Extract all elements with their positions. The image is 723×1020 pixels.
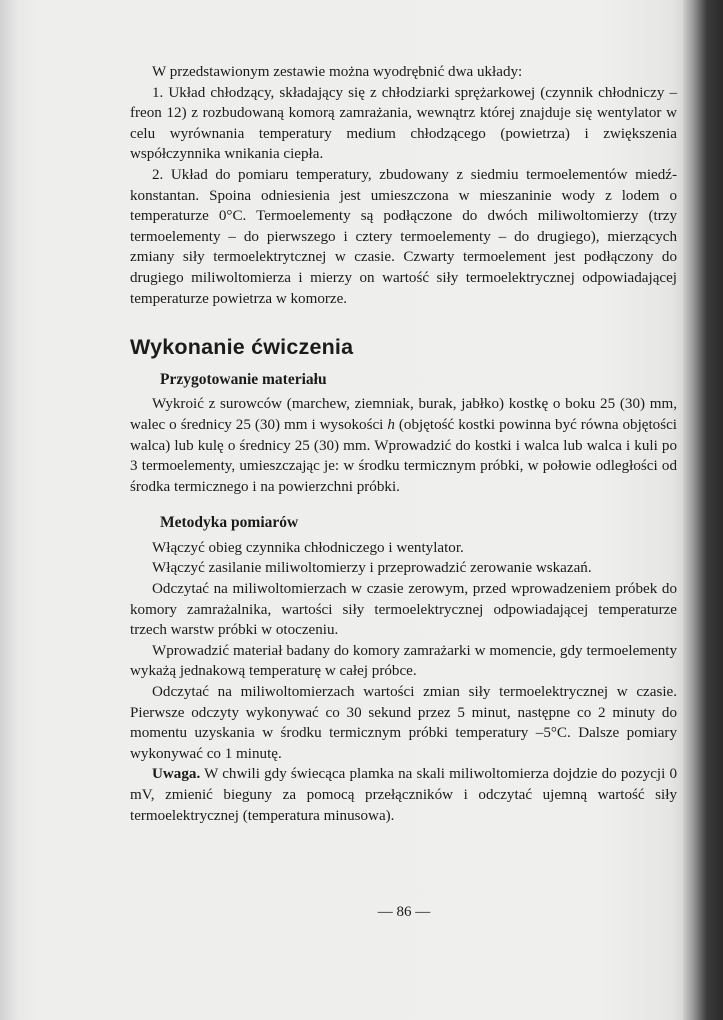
page-content (130, 62, 677, 826)
note-label: Uwaga. (152, 766, 201, 783)
note-text: W chwili gdy świecąca plamka na skali miliwoltomierza dojdzie do pozycji 0 mV, zmienić bieguny za pomocą przełączników i odczytać ujemną wartość siły termoelektrycznej (temperatura minusowa). (130, 766, 677, 824)
subsection-heading-methods: Metodyka pomiarów (160, 514, 299, 532)
intro-paragraph: W przedstawionym zestawie można wyodrębnić dwa układy: (152, 64, 523, 80)
method-step-3: Odczytać na miliwoltomierzach w czasie zerowym, przed wprowadzeniem próbek do komory zamrażalnika, wartości siły termoelektrycznej odpowiadającej temperaturze trzech warstw próbki w otoczeniu. (130, 581, 677, 639)
method-step-4: Wprowadzić materiał badany do komory zamrażarki w momencie, gdy termoelementy wykażą jednakową temperaturę w całej próbce. (130, 642, 677, 680)
section-heading: Wykonanie ćwiczenia (130, 335, 354, 360)
item-2-paragraph: 2. Układ do pomiaru temperatury, zbudowany z siedmiu termoelementów miedź-konstantan. Spoina odniesienia jest umieszczona w mieszaninie wody z lodem o temperaturze 0°C. Termoelementy są podłączone do dwóch miliwoltomierzy (trzy termoelementy – do pierwszego i cztery termoelementy – do drugiego), mierzących zmiany siły termoelektrytcznej w czasie. Czwarty termoelement jest podłączony do drugiego miliwoltomierza i mierzy on wartość siły termoelektrycznej odpowiadającej temperaturze powietrza w komorze. (130, 166, 677, 307)
method-step-2: Włączyć zasilanie miliwoltomierzy i przeprowadzić zerowanie wskazań. (152, 560, 592, 577)
method-step-5: Odczytać na miliwoltomierzach wartości zmian siły termoelektrycznej w czasie. Pierwsze odczyty wykonywać co 30 sekund przez 5 minut, następne co 2 minuty do momentu uzyskania w środku termicznym próbki temperatury –5°C. Dalsze pomiary wykonywać co 1 minutę. (130, 684, 677, 762)
preparation-text-b: (objętość kostki powinna być równa objętości walca) lub kulę o średnicy 25 (30) mm. Wprowadzić do kostki i walca lub walca i kuli po 3 termoelementy, umieszczając je: w środku termicznym próbki, w połowie odległości od środka termicznego i na powierzchni próbki. (130, 416, 678, 495)
method-step-1: Włączyć obieg czynnika chłodniczego i wentylator. (152, 539, 464, 556)
note-paragraph (130, 764, 677, 826)
height-symbol: h (387, 416, 395, 433)
item-1-paragraph: 1. Układ chłodzący, składający się z chłodziarki sprężarkowej (czynnik chłodniczy – freon 12) z rozbudowaną komorą zamrażania, wewnątrz której znajduje się wentylator w celu wyrównania temperatury medium chłodzącego (powietrza) i zwiększenia współczynnika wnikania ciepła. (130, 84, 677, 163)
page-number: — 86 — (377, 904, 431, 920)
preparation-text-a: Wykroić z surowców (marchew, ziemniak, burak, jabłko) kostkę o boku 25 (30) mm, walec o średnicy 25 (30) mm i wysokości (130, 396, 677, 433)
preparation-paragraph (130, 394, 677, 497)
book-edge-shadow (683, 0, 723, 1020)
subsection-heading-preparation: Przygotowanie materiału (160, 370, 327, 388)
